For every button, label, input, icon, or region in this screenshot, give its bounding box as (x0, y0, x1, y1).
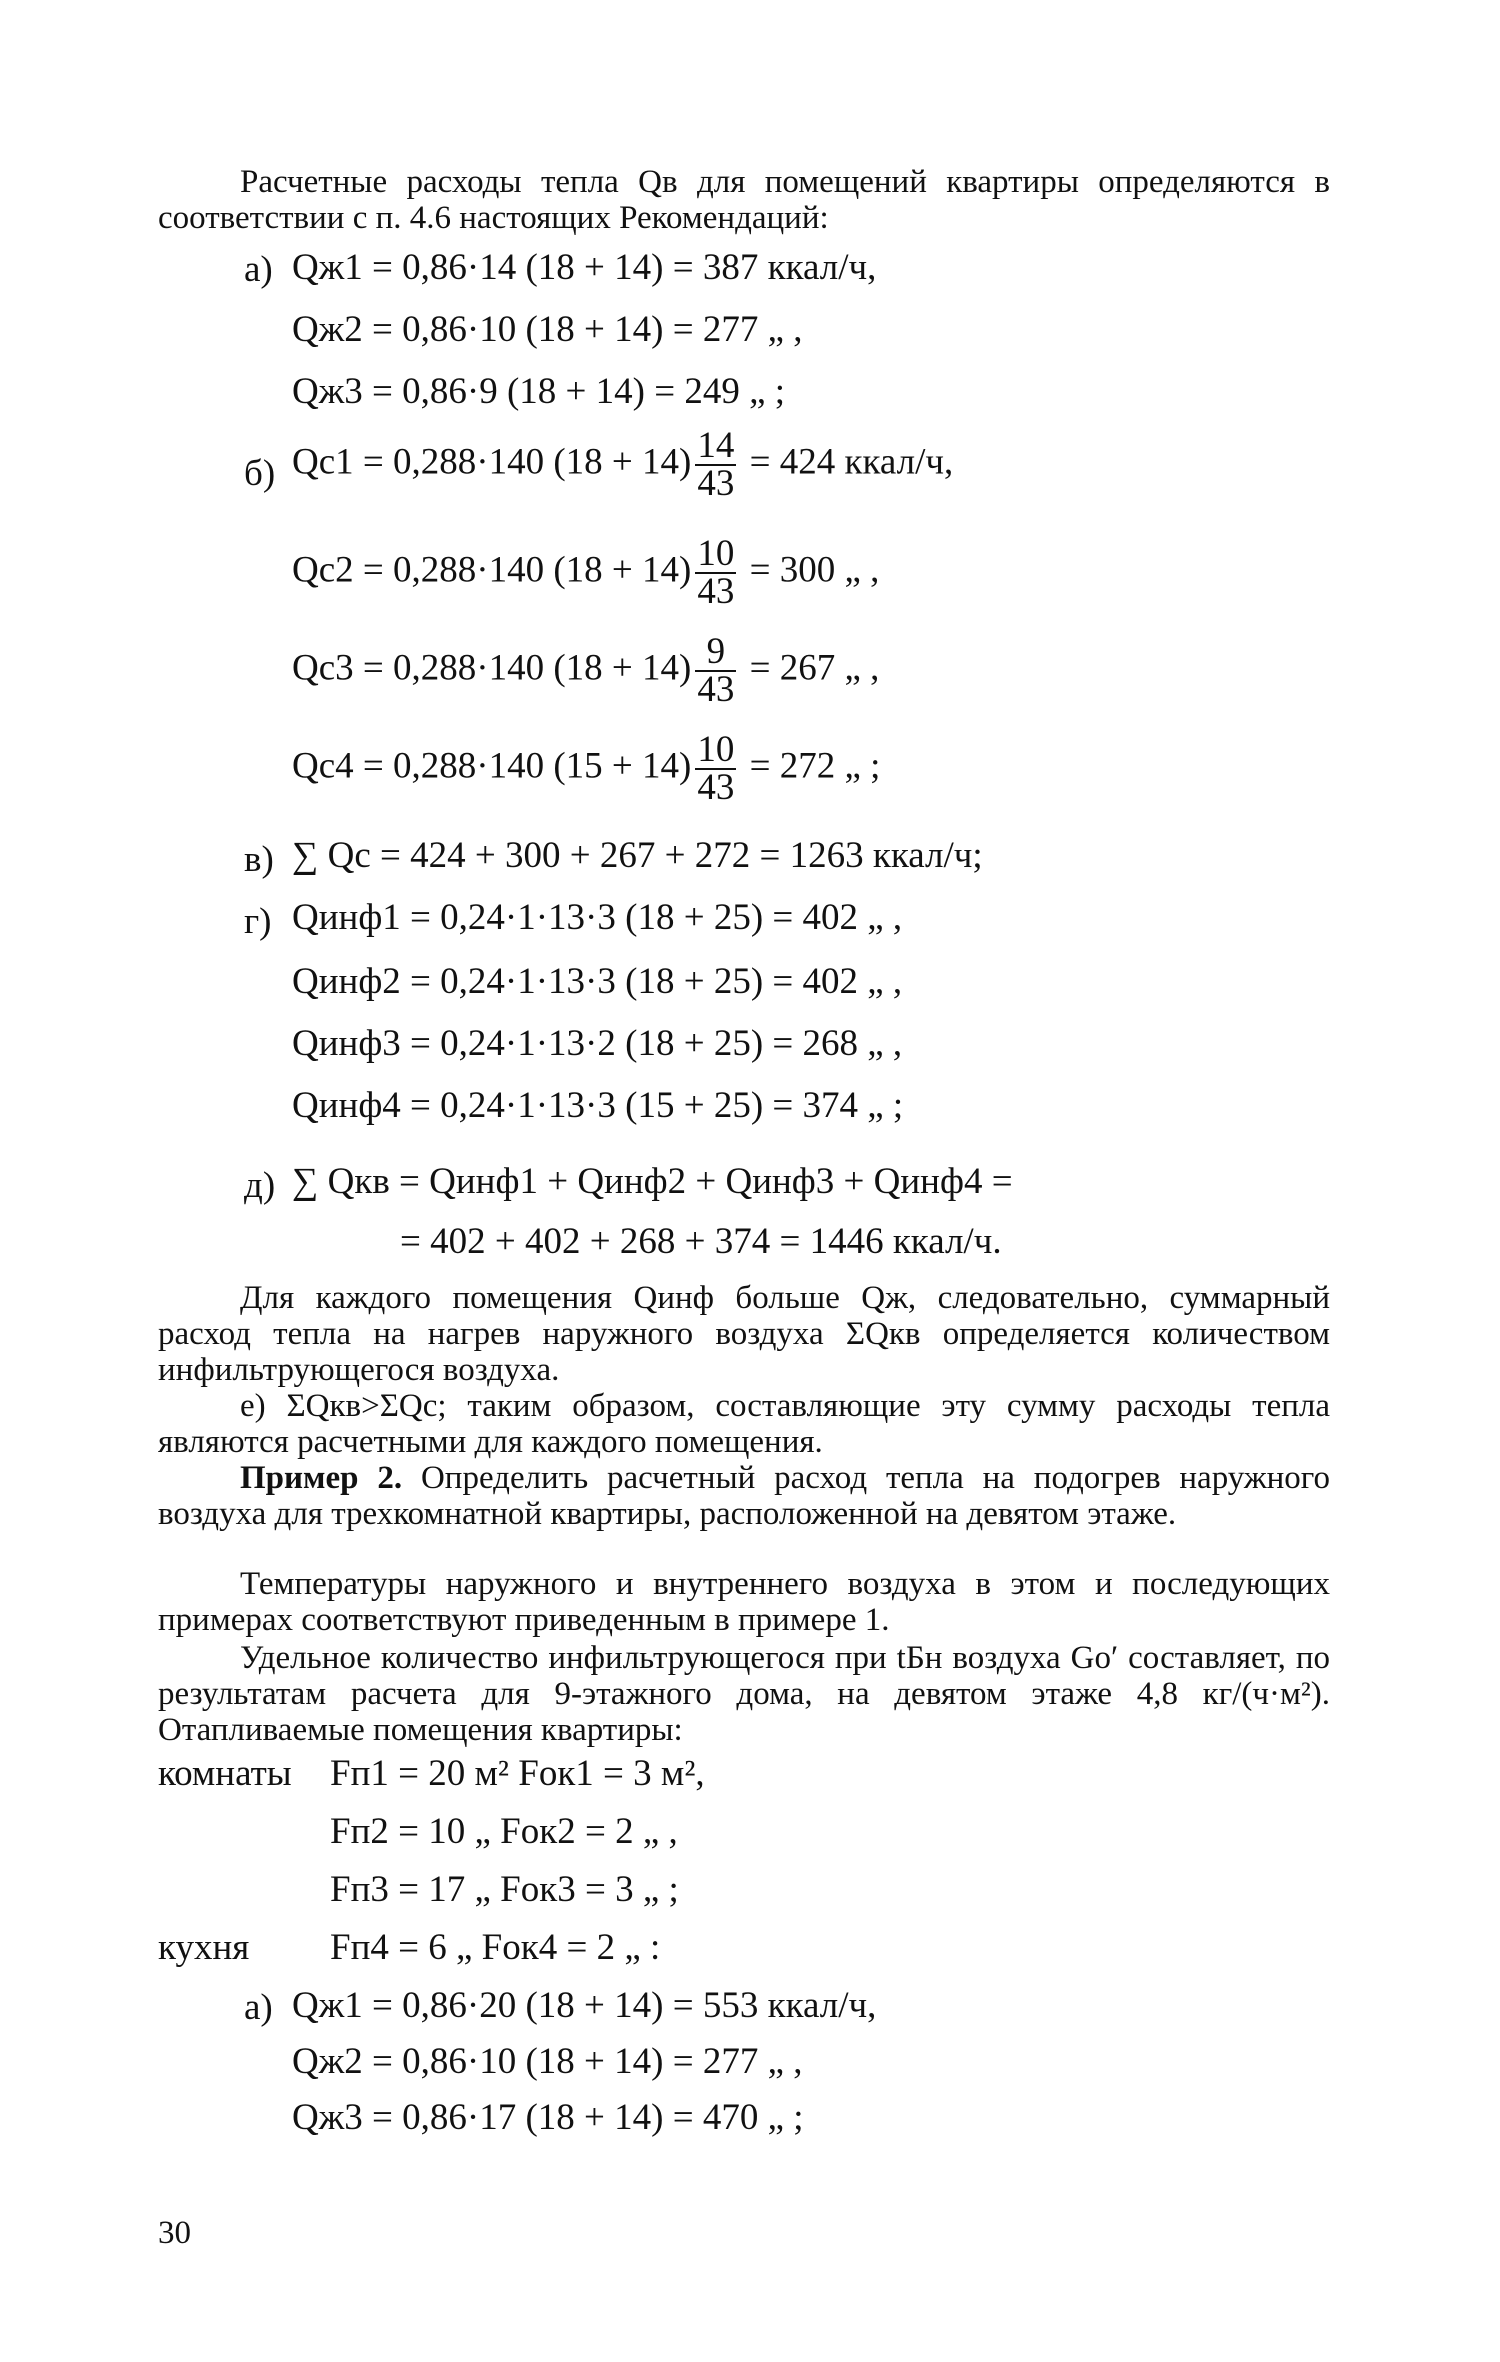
formula-q-zh-1: Qж1 = 0,86·14 (18 + 14) = 387 ккал/ч, (292, 247, 877, 288)
formula-q-zh2-3: Qж3 = 0,86·17 (18 + 14) = 470 „ ; (292, 2097, 804, 2138)
formula-q-s-2: Qс2 = 0,288·140 (18 + 14) $\frac{10}{43}$ = 300 „ , (292, 533, 880, 612)
formula-label-d: д) (244, 1165, 276, 1206)
kitchen-label: кухня (158, 1927, 250, 1968)
formula-sum-qkv: ∑ Qкв = Qинф1 + Qинф2 + Qинф3 + Qинф4 = (292, 1161, 1013, 1202)
paragraph-intro: Расчетные расходы тепла Qв для помещений квартиры определяются в соответствии с п. 4.6 настоящих Рекомендаций: (158, 164, 1330, 236)
formula-sum-qkv-result: = 402 + 402 + 268 + 374 = 1446 ккал/ч. (400, 1221, 1002, 1262)
page-number: 30 (158, 2215, 191, 2251)
formula-sum-qs: ∑ Qс = 424 + 300 + 267 + 272 = 1263 ккал/ч; (292, 835, 983, 876)
formula-q-zh2-1: Qж1 = 0,86·20 (18 + 14) = 553 ккал/ч, (292, 1985, 877, 2026)
room-area-3: Fп3 = 17 „ Fок3 = 3 „ ; (330, 1869, 679, 1910)
room-area-1: Fп1 = 20 м² Fок1 = 3 м², (330, 1753, 705, 1794)
fraction: $\frac{10}{43}$ (697, 533, 735, 612)
formula-q-zh-3: Qж3 = 0,86·9 (18 + 14) = 249 „ ; (292, 371, 786, 412)
room-area-2: Fп2 = 10 „ Fок2 = 2 „ , (330, 1811, 678, 1852)
formula-q-s-1: Qс1 = 0,288·140 (18 + 14) $\frac{14}{43}$ = 424 ккал/ч, (292, 425, 954, 504)
rooms-label: комнаты (158, 1753, 292, 1794)
formula-q-inf-3: Qинф3 = 0,24·1·13·2 (18 + 25) = 268 „ , (292, 1023, 903, 1064)
formula-label-a2: а) (244, 1987, 273, 2028)
paragraph-e: е) ΣQкв>ΣQс; таким образом, составляющие эту сумму расходы тепла являются расчетными для каждого помещения. (158, 1388, 1330, 1460)
formula-label-a: а) (244, 249, 273, 290)
formula-label-g: г) (244, 901, 272, 942)
paragraph-temperatures: Температуры наружного и внутреннего воздуха в этом и последующих примерах соответствуют приведенным в примере 1. (158, 1566, 1330, 1638)
fraction: $\frac{10}{43}$ (697, 729, 735, 808)
formula-q-inf-1: Qинф1 = 0,24·1·13·3 (18 + 25) = 402 „ , (292, 897, 903, 938)
fraction: $\frac{14}{43}$ (697, 425, 735, 504)
formula-q-s-3: Qс3 = 0,288·140 (18 + 14) $\frac{9}{43}$ = 267 „ , (292, 631, 880, 710)
paragraph-infiltration: Удельное количество инфильтрующегося при tБн воздуха Go′ составляет, по результатам расчета для 9-этажного дома, на девятом этаже 4,8 кг/(ч·м²). Отапливаемые помещения квартиры: (158, 1640, 1330, 1748)
paragraph-conclusion: Для каждого помещения Qинф больше Qж, следовательно, суммарный расход тепла на нагрев наружного воздуха ΣQкв определяется количеством инфильтрующегося воздуха. (158, 1280, 1330, 1388)
kitchen-area: Fп4 = 6 „ Fок4 = 2 „ : (330, 1927, 661, 1968)
formula-q-zh-2: Qж2 = 0,86·10 (18 + 14) = 277 „ , (292, 309, 803, 350)
formula-q-inf-4: Qинф4 = 0,24·1·13·3 (15 + 25) = 374 „ ; (292, 1085, 904, 1126)
formula-q-s-4: Qс4 = 0,288·140 (15 + 14) $\frac{10}{43}$ = 272 „ ; (292, 729, 881, 808)
formula-label-b: б) (244, 453, 276, 494)
paragraph-example-2: Пример 2. Определить расчетный расход тепла на подогрев наружного воздуха для трехкомнатной квартиры, расположенной на девятом этаже. (158, 1460, 1330, 1532)
fraction: $\frac{9}{43}$ (697, 631, 735, 710)
formula-q-inf-2: Qинф2 = 0,24·1·13·3 (18 + 25) = 402 „ , (292, 961, 903, 1002)
formula-q-zh2-2: Qж2 = 0,86·10 (18 + 14) = 277 „ , (292, 2041, 803, 2082)
formula-label-v: в) (244, 839, 274, 880)
